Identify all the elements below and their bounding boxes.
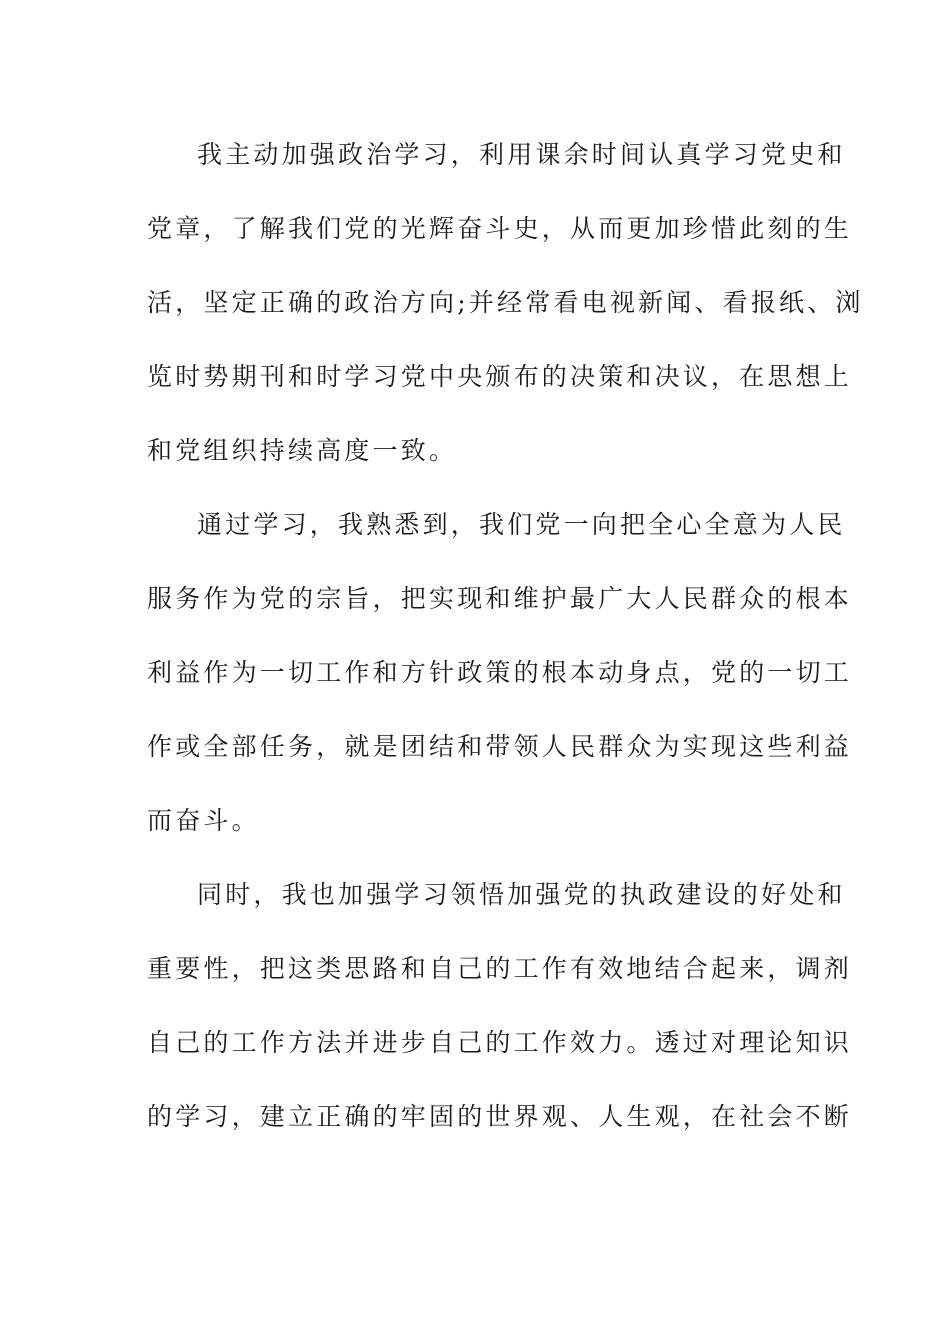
document-body (147, 130, 864, 1166)
paragraph-line: 活，坚定正确的政治方向;并经常看电视新闻、看报纸、浏 (147, 288, 864, 317)
paragraph-line: 我主动加强政治学习，利用课余时间认真学习党史和 (197, 140, 846, 169)
paragraph-2 (147, 500, 853, 870)
paragraph-line: 服务作为党的宗旨，把实现和维护最广大人民群众的根本 (147, 584, 853, 613)
paragraph-line: 通过学习，我熟悉到，我们党一向把全心全意为人民 (197, 510, 846, 539)
paragraph-line: 自己的工作方法并进步自己的工作效力。透过对理论知识 (147, 1028, 853, 1057)
paragraph-line: 而奋斗。 (147, 806, 260, 835)
paragraph-line: 和党组织持续高度一致。 (147, 436, 458, 465)
paragraph-line: 党章，了解我们党的光辉奋斗史，从而更加珍惜此刻的生 (147, 214, 853, 243)
paragraph-line: 同时，我也加强学习领悟加强党的执政建设的好处和 (197, 880, 846, 909)
paragraph-line: 利益作为一切工作和方针政策的根本动身点，党的一切工 (147, 658, 853, 687)
paragraph-line: 览时势期刊和时学习党中央颁布的决策和决议，在思想上 (147, 362, 853, 391)
paragraph-1 (147, 130, 864, 500)
paragraph-line: 作或全部任务，就是团结和带领人民群众为实现这些利益 (147, 732, 853, 761)
paragraph-3 (147, 870, 853, 1166)
paragraph-line: 重要性，把这类思路和自己的工作有效地结合起来，调剂 (147, 954, 853, 983)
paragraph-line: 的学习，建立正确的牢固的世界观、人生观，在社会不断 (147, 1102, 853, 1131)
